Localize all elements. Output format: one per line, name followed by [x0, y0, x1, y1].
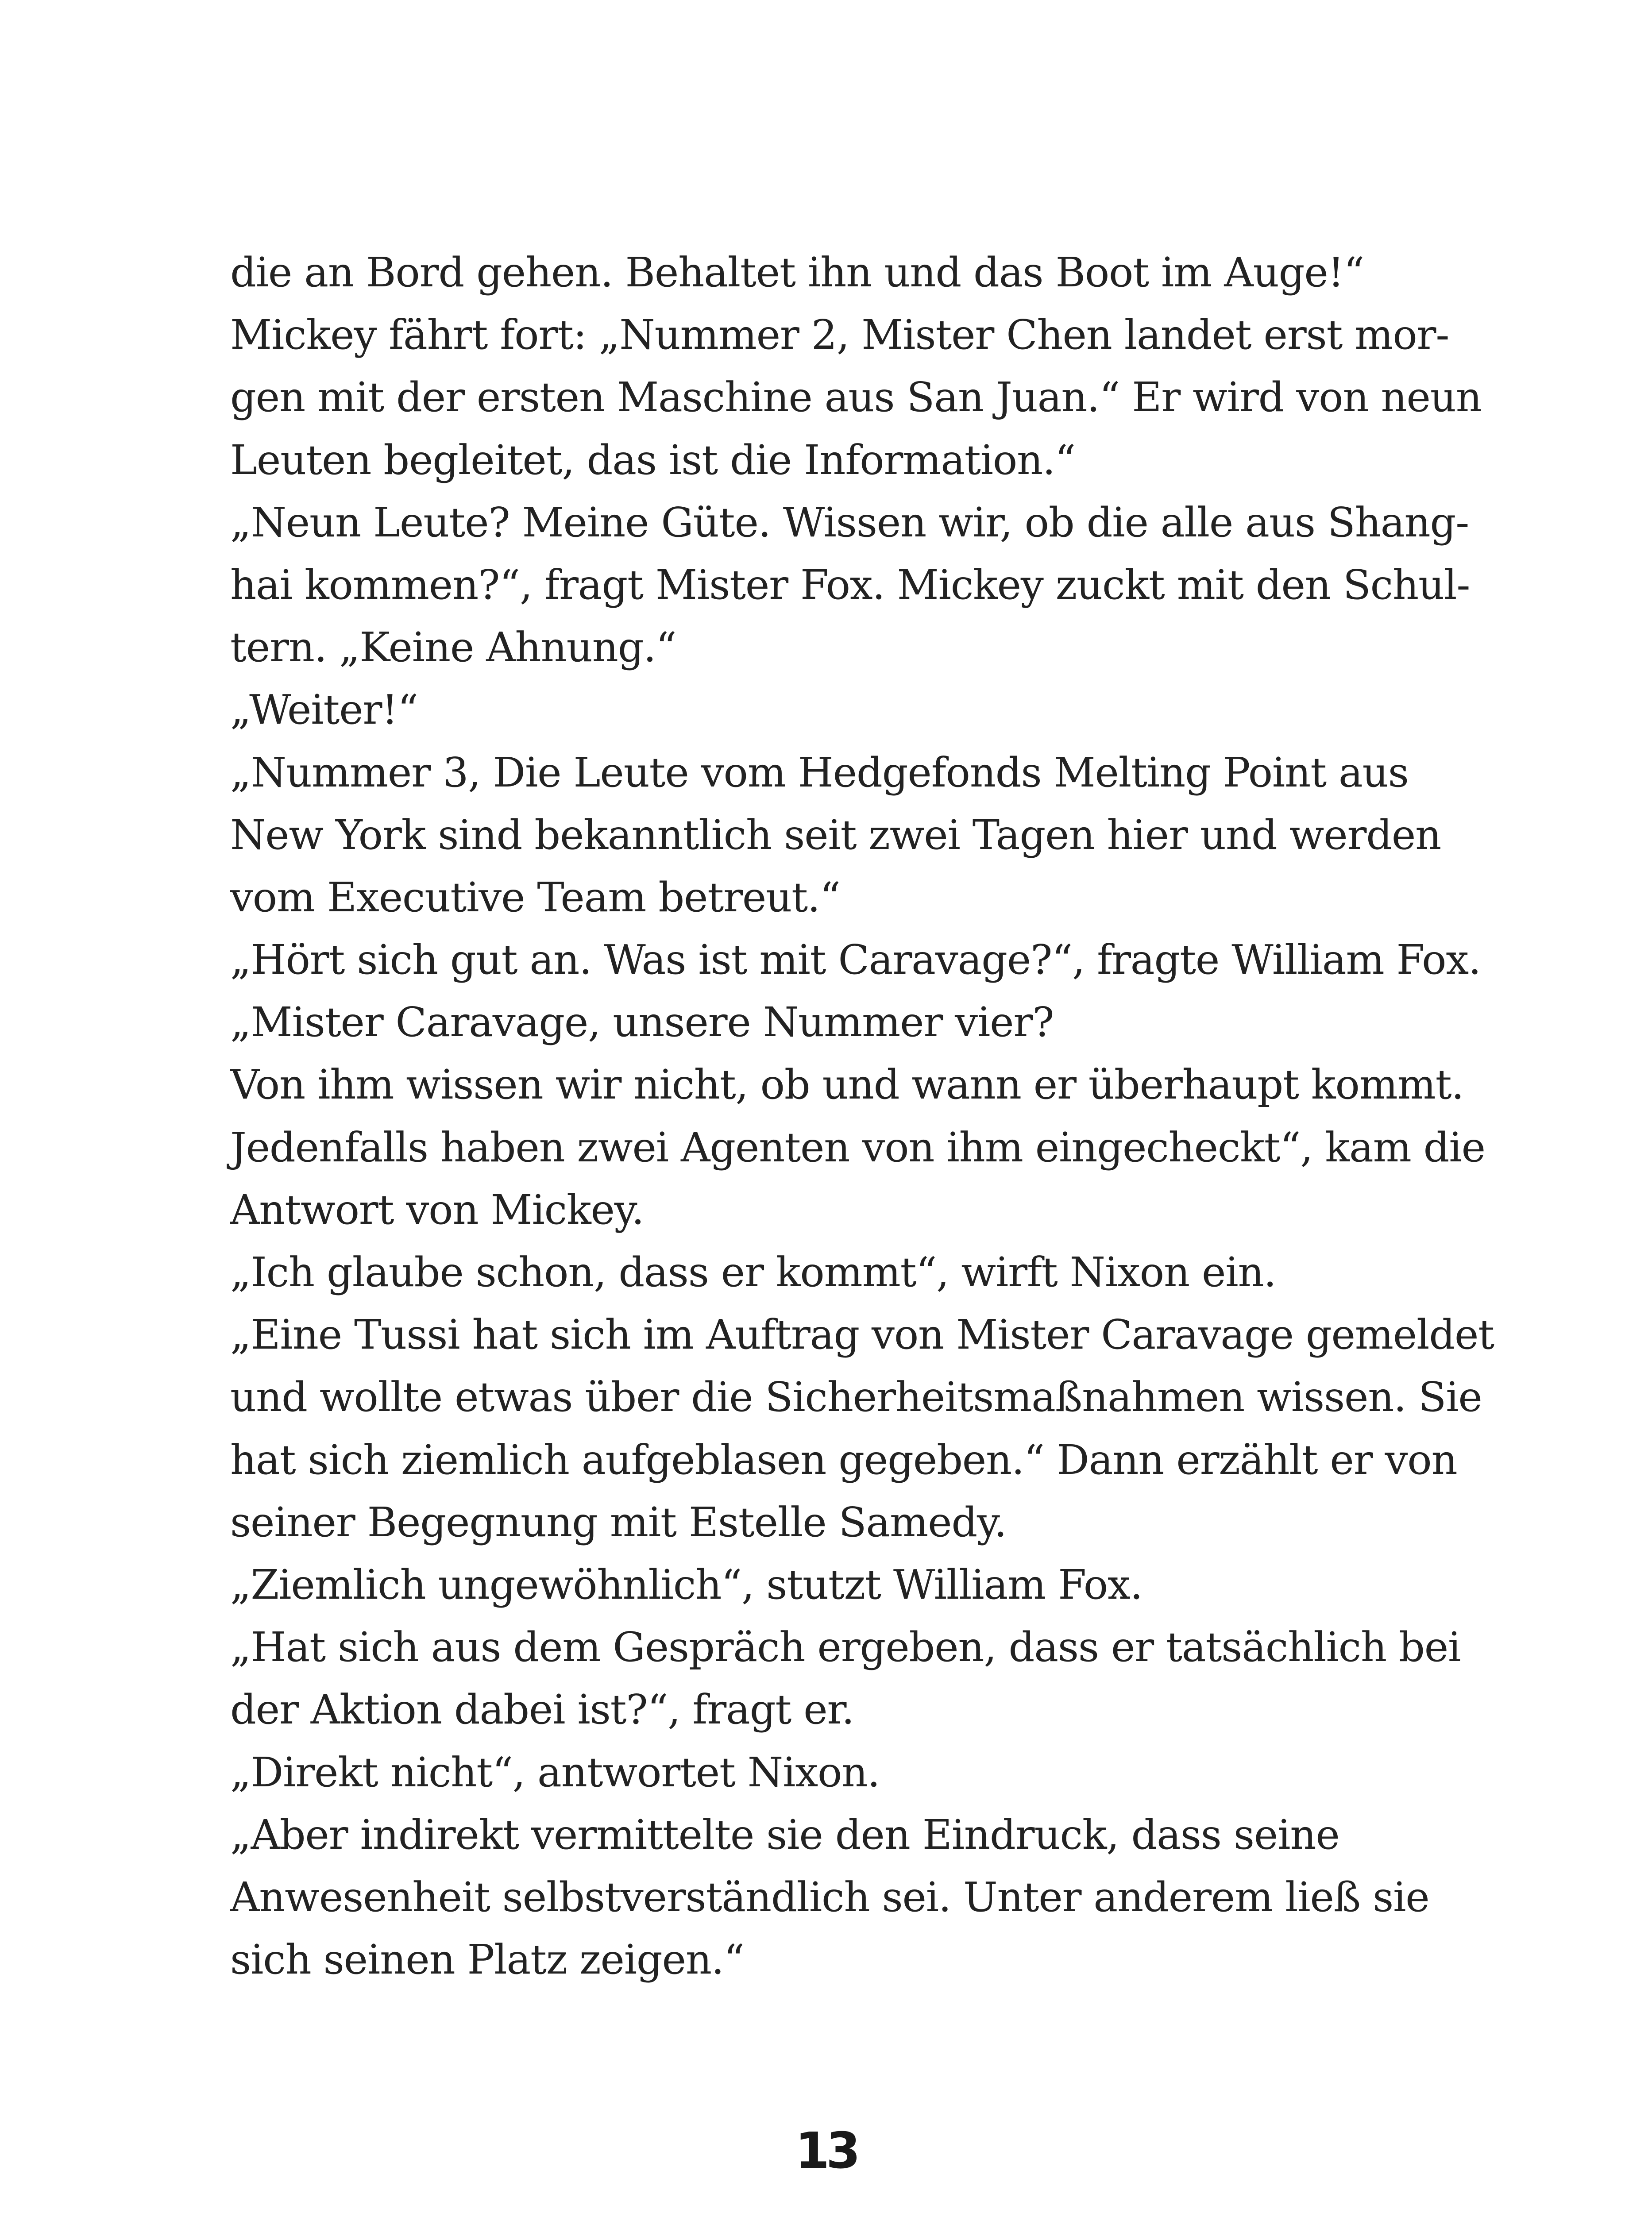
text-line: Anwesenheit selbstverständlich sei. Unter anderem ließ sie — [230, 1873, 1429, 1921]
text-line: der Aktion dabei ist?“, fragt er. — [230, 1686, 854, 1734]
text-line: „Direkt nicht“, antwortet Nixon. — [230, 1748, 880, 1796]
page-number: 13 — [795, 2122, 857, 2180]
text-line: „Eine Tussi hat sich im Auftrag von Mister Caravage gemeldet — [230, 1311, 1494, 1359]
text-line: New York sind bekanntlich seit zwei Tagen hier und werden — [230, 811, 1441, 859]
text-line: „Neun Leute? Meine Güte. Wissen wir, ob die alle aus Shang- — [230, 498, 1469, 546]
text-line: „Aber indirekt vermittelte sie den Eindruck, dass seine — [230, 1811, 1339, 1858]
text-line: sich seinen Platz zeigen.“ — [230, 1936, 744, 1984]
text-line: „Weiter!“ — [230, 686, 418, 734]
text-line: „Nummer 3, Die Leute vom Hedgefonds Melting Point aus — [230, 748, 1409, 796]
text-line: Mickey fährt fort: „Nummer 2, Mister Chen landet erst mor- — [230, 311, 1449, 359]
text-line: hat sich ziemlich aufgeblasen gegeben.“ Dann erzählt er von — [230, 1436, 1457, 1484]
text-line: gen mit der ersten Maschine aus San Juan.“ Er wird von neun — [230, 374, 1482, 421]
text-line: vom Executive Team betreut.“ — [230, 873, 840, 921]
text-line: Leuten begleitet, das ist die Information.“ — [230, 436, 1075, 484]
text-line: die an Bord gehen. Behaltet ihn und das Boot im Auge!“ — [230, 249, 1364, 296]
text-line: „Hört sich gut an. Was ist mit Caravage?“, fragte William Fox. — [230, 936, 1481, 984]
text-line: hai kommen?“, fragt Mister Fox. Mickey zuckt mit den Schul- — [230, 561, 1470, 609]
text-line: seiner Begegnung mit Estelle Samedy. — [230, 1498, 1007, 1546]
text-line: Antwort von Mickey. — [230, 1186, 644, 1234]
text-line: „Ich glaube schon, dass er kommt“, wirft Nixon ein. — [230, 1249, 1276, 1296]
text-line: und wollte etwas über die Sicherheitsmaßnahmen wissen. Sie — [230, 1373, 1482, 1421]
text-line: „Ziemlich ungewöhnlich“, stutzt William Fox. — [230, 1561, 1143, 1608]
text-line: „Hat sich aus dem Gespräch ergeben, dass er tatsächlich bei — [230, 1623, 1461, 1671]
body-text — [230, 241, 1494, 1991]
text-line: Von ihm wissen wir nicht, ob und wann er überhaupt kommt. — [230, 1061, 1464, 1109]
text-line: „Mister Caravage, unsere Nummer vier? — [230, 999, 1054, 1046]
text-line: Jedenfalls haben zwei Agenten von ihm eingecheckt“, kam die — [230, 1123, 1485, 1171]
text-line: tern. „Keine Ahnung.“ — [230, 624, 676, 671]
